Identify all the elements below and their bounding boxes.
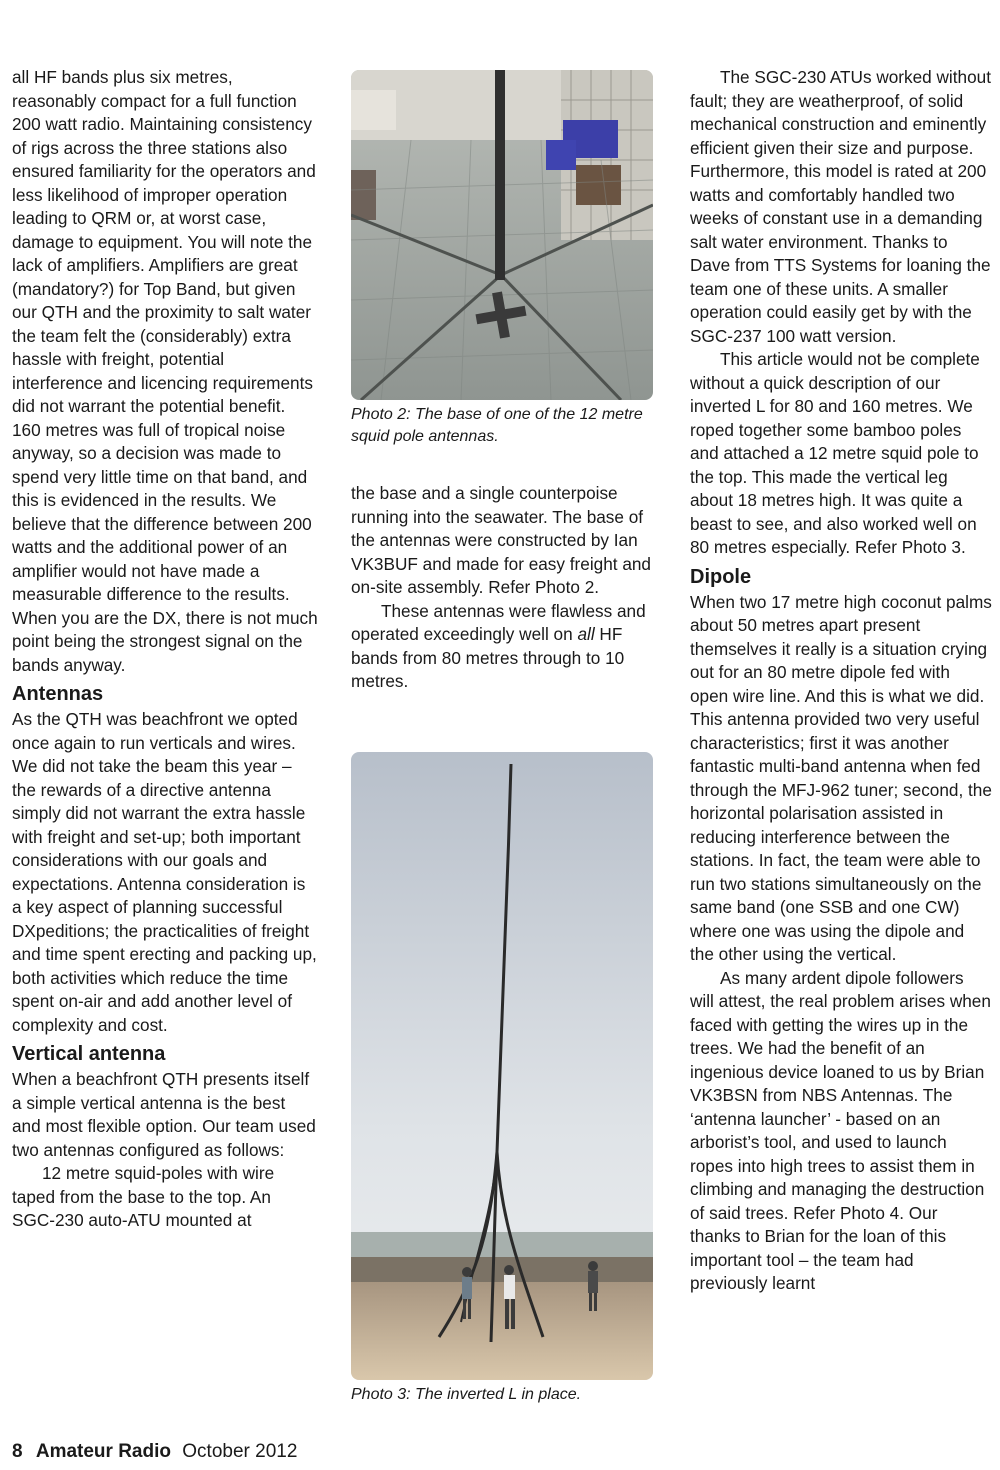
page-number: 8 — [12, 1441, 23, 1462]
photo-2-caption: Photo 2: The base of one of the 12 metre squid pole antennas. — [351, 406, 643, 445]
section-heading-vertical-antenna: Vertical antenna — [12, 1043, 166, 1065]
paragraph: These antennas were flawless and operated exceedingly well on all HF bands from 80 metres through to 10 metres. — [351, 600, 646, 691]
paragraph: As many ardent dipole followers will attest, the real problem arises when faced with getting the wires up in the trees. We had the benefit of an ingenious device loaned to us by Brian VK3BSN from NBS Antennas. The ‘antenna launcher’ - based on an arborist’s tool, and used to launch ropes into high trees to assist them in climbing and managing the destruction of said trees. Refer Photo 4. Our thanks to Brian for the loan of this important tool – the team had previously learnt — [690, 967, 991, 1293]
column-1 — [12, 66, 318, 1233]
photo-3-inverted-l — [351, 752, 653, 1380]
magazine-title: Amateur Radio — [35, 1441, 171, 1462]
section-heading-dipole: Dipole — [690, 565, 752, 588]
photo-3-image — [351, 752, 653, 1380]
paragraph: 12 metre squid-poles with wire taped from the base to the top. An SGC-230 auto-ATU mounted at — [12, 1163, 275, 1230]
column-3 — [690, 66, 992, 1296]
paragraph: As the QTH was beachfront we opted once again to run verticals and wires. We did not take the beam this year – the rewards of a directive antenna simply did not warrant the extra hassle with freight and set-up; both important considerations with our goals and expectations. Antenna consideration is a key aspect of planning successful DXpeditions; the practicalities of freight and time spent erecting and packing up, both activities which reduce the time spent on-air and add another level of complexity and cost. — [12, 709, 317, 1035]
paragraph: The SGC-230 ATUs worked without fault; they are weatherproof, of solid mechanical construction and eminently efficient given their size and purpose. Furthermore, this model is rated at 200 watts and comfortably handled two weeks of constant use in a demanding salt water environment. Thanks to Dave from TTS Systems for loaning the team one of these units. A smaller operation could easily get by with the SGC-237 100 watt version. — [690, 67, 991, 346]
page-footer — [12, 1440, 297, 1464]
photo-3-caption: Photo 3: The inverted L in place. — [351, 1386, 582, 1403]
photo-2-image — [351, 70, 653, 400]
paragraph: the base and a single counterpoise running into the seawater. The base of the antennas were constructed by Ian VK3BUF and made for easy freight and on-site assembly. Refer Photo 2. — [351, 483, 651, 597]
paragraph: This article would not be complete without a quick description of our inverted L for 80 and 160 metres. We roped together some bamboo poles and attached a 12 metre squid pole to the top. This made the vertical leg about 18 metres high. It was quite a beast to see, and also worked well on 80 metres especially. Refer Photo 3. — [690, 349, 980, 557]
photo-2-antenna-base — [351, 70, 653, 400]
paragraph: all HF bands plus six metres, reasonably compact for a full function 200 watt radio. Maintaining consistency of rigs across the three stations also ensured familiarity for the operators and less likelihood of improper operation leading to QRM or, at worst case, damage to equipment. You will note the lack of amplifiers. Amplifiers are great (mandatory?) for Top Band, but given our QTH and the proximity to salt water the team felt the (considerably) extra hassle with freight, potential interference and licencing requirements did not warrant the potential benefit. 160 metres was full of tropical noise anyway, so a decision was made to spend very little time on that band, and this is evidenced in the results. We believe that the difference between 200 watts and the additional power of an amplifier would not have made a measurable difference to the results. When you are the DX, there is not much point being the strongest signal on the bands anyway. — [12, 67, 318, 675]
column-2 — [351, 482, 654, 694]
paragraph: When a beachfront QTH presents itself a simple vertical antenna is the best and most flexible option. Our team used two antennas configured as follows: — [12, 1069, 316, 1160]
issue-date: October 2012 — [182, 1441, 298, 1462]
paragraph: When two 17 metre high coconut palms about 50 metres apart present themselves it really is a situation crying out for an 80 metre dipole fed with open wire line. And this is what we did. This antenna provided two very useful characteristics; first it was another fantastic multi-band antenna when fed through the MFJ-962 tuner; second, the horizontal polarisation assisted in reducing interference between the stations. In fact, the team were able to run two stations simultaneously on the same band (one SSB and one CW) where one was using the dipole and the other using the vertical. — [690, 591, 992, 964]
section-heading-antennas: Antennas — [12, 683, 104, 705]
